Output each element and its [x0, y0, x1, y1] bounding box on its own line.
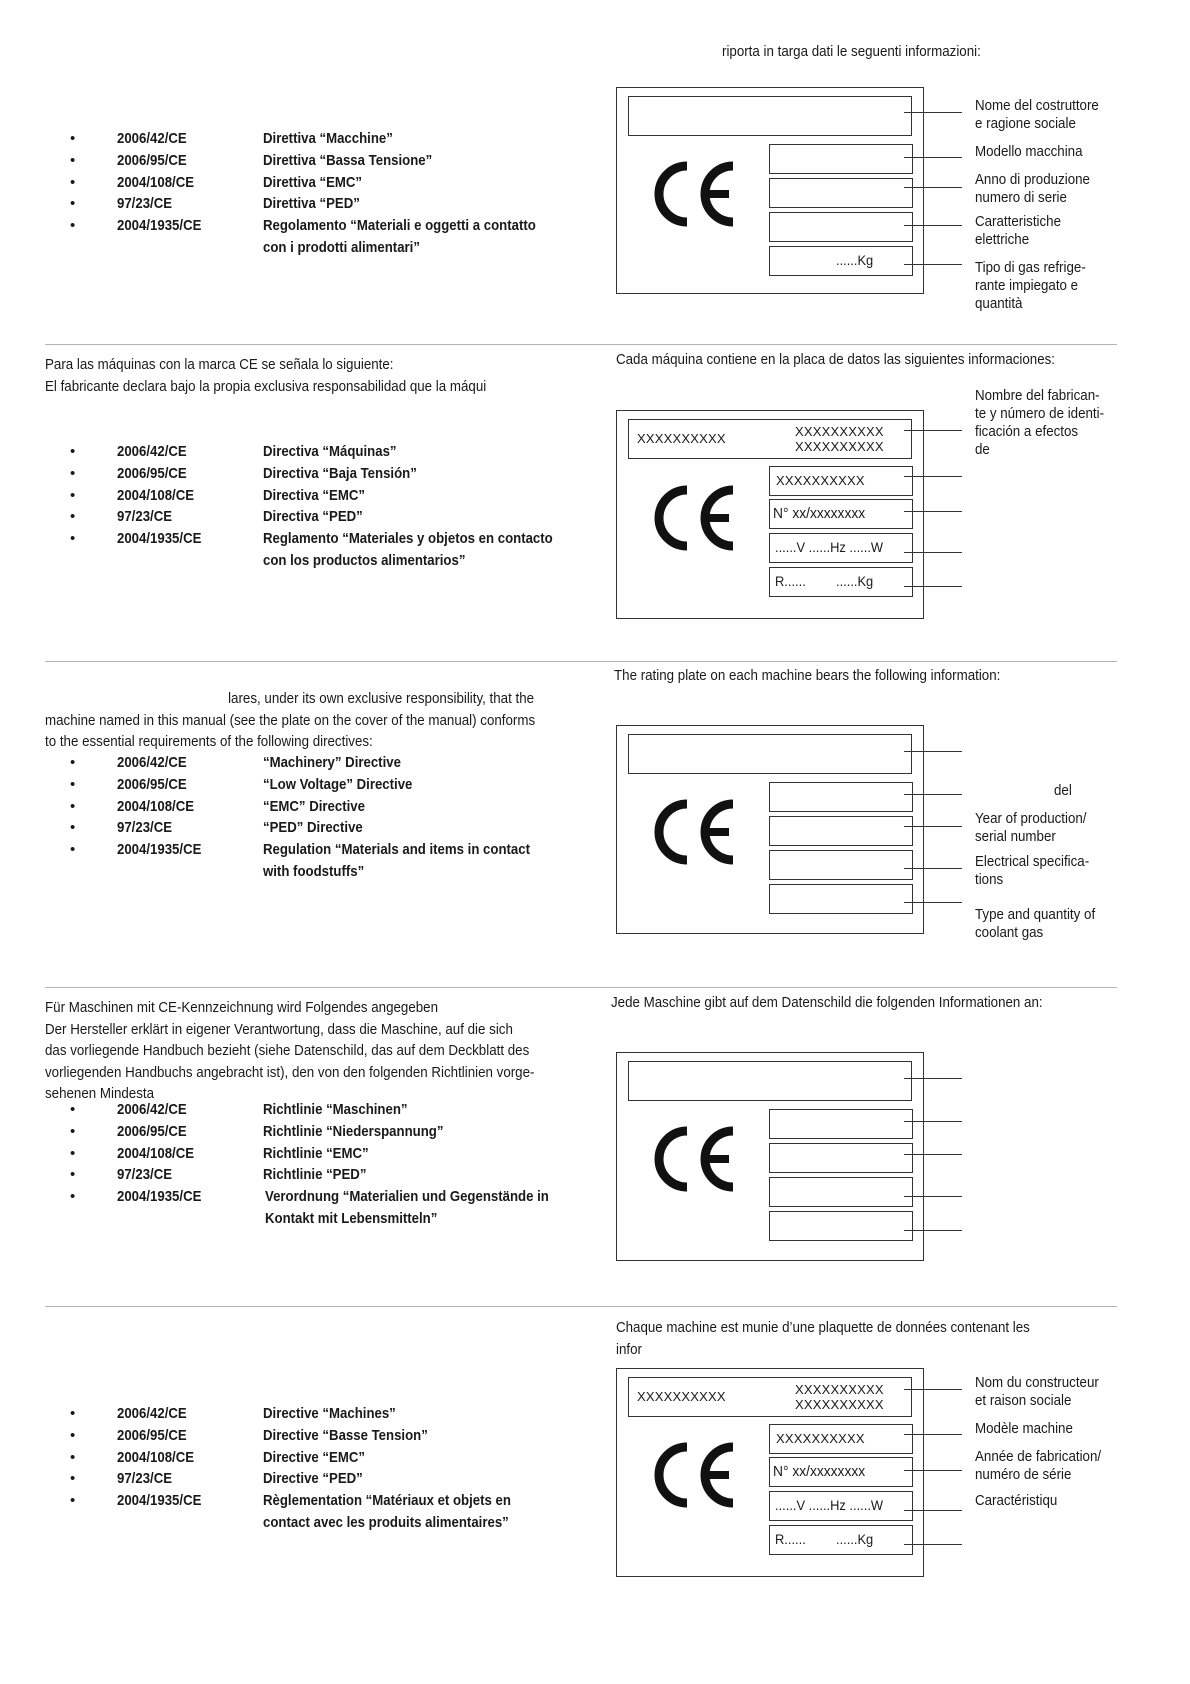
leader-line — [904, 1434, 962, 1435]
leader-line — [904, 1470, 962, 1471]
bullet: • — [70, 1405, 76, 1422]
rating-plate-es — [616, 410, 924, 619]
directive-code: 97/23/CE — [117, 819, 173, 837]
list-item — [45, 1427, 605, 1449]
directive-name: “Machinery” Directive — [263, 754, 401, 771]
bullet: • — [70, 151, 76, 169]
leader-line — [904, 476, 962, 477]
bullet: • — [70, 841, 76, 859]
directive-name: Direttiva “Macchine” — [263, 130, 393, 147]
list-item — [45, 1123, 605, 1145]
leader-line — [904, 225, 962, 226]
list-item — [45, 530, 605, 574]
bullet: • — [70, 1122, 76, 1140]
bullet: • — [70, 195, 76, 213]
plate-heading-line: infor — [616, 1341, 642, 1358]
manufacturer-value: XXXXXXXXXX — [637, 1389, 726, 1404]
plate-field-electrical — [769, 1177, 913, 1207]
gas-kg-value: ......Kg — [836, 252, 874, 268]
leader-line — [904, 1196, 962, 1197]
list-item — [45, 819, 605, 841]
plate-field-gas — [769, 884, 913, 914]
serial-value: N° xx/xxxxxxxx — [773, 505, 866, 522]
plate-heading-es: Cada máquina contiene en la placa de datos las siguientes informaciones: — [616, 352, 1056, 368]
bullet: • — [70, 754, 76, 771]
leader-line — [904, 430, 962, 431]
directive-code: 2006/42/CE — [117, 754, 187, 771]
model-value: XXXXXXXXXX — [776, 1431, 865, 1446]
directive-name: Verordnung “Materialien und Gegenstände in — [265, 1188, 549, 1206]
bullet: • — [70, 486, 76, 504]
plate-heading-line: Chaque machine est munie d’une plaquette de données contenant les — [616, 1320, 1030, 1336]
leader-line — [904, 552, 962, 553]
directive-code: 2004/1935/CE — [117, 530, 202, 548]
electrical-value: ......V ......Hz ......W — [775, 539, 884, 555]
ce-mark-icon — [647, 1441, 739, 1509]
list-item — [45, 174, 605, 196]
plate-field-electrical — [769, 850, 913, 880]
plate-field-model — [769, 782, 913, 812]
model-value: XXXXXXXXXX — [776, 473, 865, 488]
leader-line — [904, 1154, 962, 1155]
directive-name: Directiva “EMC” — [263, 486, 365, 504]
directive-name: Reglamento “Materiales y objetos en contacto — [263, 530, 553, 548]
intro-line: Der Hersteller erklärt in eigener Verantwortung, dass die Maschine, auf die sich — [45, 1021, 513, 1038]
leader-line — [904, 187, 962, 188]
directive-code: 97/23/CE — [117, 1166, 173, 1184]
directive-code: 2004/108/CE — [117, 1448, 195, 1466]
directive-code: 2004/108/CE — [117, 173, 195, 191]
label-model: del — [1054, 783, 1072, 799]
directive-name-cont: con los productos alimentarios” — [263, 551, 466, 569]
bullet: • — [70, 1144, 76, 1162]
intro-line: das vorliegende Handbuch bezieht (siehe Datenschild, das auf dem Deckblatt des — [45, 1043, 530, 1059]
bullet: • — [70, 1470, 76, 1488]
electrical-value: ......V ......Hz ......W — [775, 1497, 884, 1513]
directive-code: 2004/1935/CE — [117, 217, 202, 235]
list-item — [45, 152, 605, 174]
plate-field-serial — [769, 1143, 913, 1173]
directive-name-cont: con i prodotti alimentari” — [263, 238, 420, 256]
directive-code: 2006/42/CE — [117, 1405, 187, 1422]
directive-code: 2006/95/CE — [117, 464, 187, 482]
ce-mark-icon — [647, 798, 739, 866]
plate-field-model — [769, 1424, 913, 1454]
plate-field-gas — [769, 567, 913, 597]
bullet: • — [70, 1101, 76, 1118]
intro-line: Para las máquinas con la marca CE se señala lo siguiente: — [45, 357, 394, 373]
directive-code: 2006/95/CE — [117, 1426, 187, 1444]
rating-plate-en — [616, 725, 924, 934]
bullet: • — [70, 1492, 76, 1510]
leader-line — [904, 1078, 962, 1079]
plate-field-manufacturer — [628, 96, 912, 136]
directive-code: 2006/95/CE — [117, 775, 187, 793]
list-item — [45, 1188, 605, 1232]
directive-name-cont: contact avec les produits alimentaires” — [263, 1513, 509, 1531]
directive-name: Direttiva “Bassa Tensione” — [263, 151, 433, 169]
section-divider — [45, 661, 1117, 662]
bullet: • — [70, 217, 76, 235]
label-serial: Year of production/ serial number — [975, 811, 1087, 845]
leader-line — [904, 1230, 962, 1231]
directive-code: 97/23/CE — [117, 508, 173, 526]
leader-line — [904, 586, 962, 587]
label-model: Modello macchina — [975, 144, 1083, 160]
intro-line: Für Maschinen mit CE-Kennzeichnung wird Folgendes angegeben — [45, 1000, 439, 1016]
intro-line: to the essential requirements of the following directives: — [45, 734, 373, 750]
plate-field-gas — [769, 1211, 913, 1241]
list-item — [45, 1405, 605, 1427]
label-serial: Anno di produzione numero di serie — [975, 172, 1090, 206]
directive-code: 2004/1935/CE — [117, 1188, 202, 1206]
rating-plate-it — [616, 87, 924, 294]
ce-mark-icon — [647, 484, 739, 552]
directive-name: Richtlinie “EMC” — [263, 1144, 369, 1162]
label-gas: Tipo di gas refrige- rante impiegato e quantità — [975, 260, 1086, 312]
ce-mark-icon — [647, 1125, 739, 1193]
label-gas: Type and quantity of coolant gas — [975, 907, 1096, 941]
directive-name: Directiva “Máquinas” — [263, 443, 397, 460]
leader-line — [904, 751, 962, 752]
directive-code: 2006/42/CE — [117, 443, 187, 460]
bullet: • — [70, 530, 76, 548]
gas-type-value: R...... — [775, 1531, 806, 1547]
leader-line — [904, 794, 962, 795]
directive-name: Directiva “Baja Tensión” — [263, 464, 417, 482]
ce-mark-icon — [647, 160, 739, 228]
serial-value: N° xx/xxxxxxxx — [773, 1463, 866, 1480]
list-item — [45, 1449, 605, 1471]
gas-type-value: R...... — [775, 573, 806, 589]
gas-kg-value: ......Kg — [836, 573, 874, 589]
plate-field-serial — [769, 499, 913, 529]
directive-list-de — [45, 1101, 605, 1232]
manufacturer-value: XXXXXXXXXX — [795, 1382, 884, 1397]
bullet: • — [70, 819, 76, 837]
leader-line — [904, 112, 962, 113]
plate-field-serial — [769, 816, 913, 846]
rating-plate-de — [616, 1052, 924, 1261]
list-item — [45, 195, 605, 217]
rating-plate-fr — [616, 1368, 924, 1577]
section-divider — [45, 987, 1117, 988]
plate-heading-fr — [616, 1318, 1066, 1361]
bullet: • — [70, 797, 76, 815]
list-item — [45, 776, 605, 798]
plate-field-model — [769, 144, 913, 174]
label-electrical: Electrical specifica- tions — [975, 854, 1090, 888]
intro-en — [45, 689, 595, 754]
label-electrical: Caratteristiche elettriche — [975, 214, 1062, 248]
plate-field-serial — [769, 178, 913, 208]
leader-line — [904, 826, 962, 827]
directive-code: 2006/42/CE — [117, 130, 187, 147]
directive-name: Règlementation “Matériaux et objets en — [263, 1492, 511, 1510]
list-item — [45, 217, 605, 261]
directive-name: Direttiva “PED” — [263, 195, 360, 213]
directive-code: 2006/42/CE — [117, 1101, 187, 1118]
list-item — [45, 1470, 605, 1492]
plate-field-manufacturer — [628, 734, 912, 774]
plate-heading-de: Jede Maschine gibt auf dem Datenschild die folgenden Informationen an: — [611, 995, 1043, 1011]
label-electrical: Caractéristiqu — [975, 1493, 1058, 1509]
directive-code: 2004/108/CE — [117, 1144, 195, 1162]
leader-line — [904, 1510, 962, 1511]
directive-name: Directive “EMC” — [263, 1448, 365, 1466]
label-manufacturer: Nome del costruttore e ragione sociale — [975, 98, 1099, 132]
bullet: • — [70, 775, 76, 793]
plate-field-manufacturer — [628, 419, 912, 459]
directive-code: 97/23/CE — [117, 195, 173, 213]
directive-name: “EMC” Directive — [263, 797, 365, 815]
plate-heading-en: The rating plate on each machine bears the following information: — [614, 668, 1001, 684]
list-item — [45, 443, 605, 465]
label-manufacturer: Nom du constructeur et raison sociale — [975, 1375, 1099, 1409]
list-item — [45, 1101, 605, 1123]
bullet: • — [70, 464, 76, 482]
directive-name: Directive “Basse Tension” — [263, 1426, 428, 1444]
directive-name: Richtlinie “Niederspannung” — [263, 1122, 444, 1140]
plate-field-electrical — [769, 212, 913, 242]
bullet: • — [70, 1448, 76, 1466]
plate-field-electrical — [769, 533, 913, 563]
leader-line — [904, 902, 962, 903]
intro-es — [45, 355, 595, 398]
plate-heading-it: riporta in targa dati le seguenti informazioni: — [722, 44, 981, 60]
list-item — [45, 754, 605, 776]
bullet: • — [70, 1166, 76, 1184]
directive-code: 2004/1935/CE — [117, 1492, 202, 1510]
directive-name: Richtlinie “Maschinen” — [263, 1101, 408, 1118]
directive-name-cont: with foodstuffs” — [263, 862, 365, 880]
plate-field-model — [769, 1109, 913, 1139]
plate-field-manufacturer — [628, 1061, 912, 1101]
intro-line: El fabricante declara bajo la propia exclusiva responsabilidad que la máqui — [45, 378, 487, 395]
list-item — [45, 508, 605, 530]
leader-line — [904, 868, 962, 869]
list-item — [45, 1166, 605, 1188]
directive-list-fr — [45, 1405, 605, 1536]
directive-list-it — [45, 130, 605, 261]
leader-line — [904, 1389, 962, 1390]
plate-field-gas — [769, 246, 913, 276]
bullet: • — [70, 1188, 76, 1206]
list-item — [45, 798, 605, 820]
plate-field-serial — [769, 1457, 913, 1487]
list-item — [45, 1492, 605, 1536]
leader-line — [904, 1121, 962, 1122]
directive-code: 2006/95/CE — [117, 1122, 187, 1140]
directive-name: Directiva “PED” — [263, 508, 363, 526]
directive-code: 2006/95/CE — [117, 151, 187, 169]
directive-list-es — [45, 443, 605, 574]
directive-name: Direttiva “EMC” — [263, 173, 363, 191]
bullet: • — [70, 130, 76, 147]
section-divider — [45, 1306, 1117, 1307]
plate-field-model — [769, 466, 913, 496]
directive-name: Directive “PED” — [263, 1470, 363, 1488]
intro-line: sehenen Mindesta — [45, 1086, 155, 1102]
list-item — [45, 487, 605, 509]
intro-line: vorliegenden Handbuchs angebracht ist), den von den folgenden Richtlinien vorge- — [45, 1064, 535, 1081]
label-model: Modèle machine — [975, 1421, 1073, 1437]
plate-field-electrical — [769, 1491, 913, 1521]
leader-line — [904, 157, 962, 158]
list-item — [45, 841, 605, 885]
directive-list-en — [45, 754, 605, 885]
gas-kg-value: ......Kg — [836, 1531, 874, 1547]
leader-line — [904, 264, 962, 265]
bullet: • — [70, 173, 76, 191]
manufacturer-value: XXXXXXXXXX — [637, 431, 726, 446]
manufacturer-value: XXXXXXXXXX — [795, 439, 884, 454]
directive-code: 2004/108/CE — [117, 486, 195, 504]
directive-name: Richtlinie “PED” — [263, 1166, 367, 1184]
intro-de — [45, 998, 595, 1106]
leader-line — [904, 511, 962, 512]
intro-line: machine named in this manual (see the plate on the cover of the manual) conforms — [45, 712, 536, 729]
plate-field-manufacturer — [628, 1377, 912, 1417]
directive-name: Regolamento “Materiali e oggetti a contatto — [263, 217, 536, 235]
directive-name: Directive “Machines” — [263, 1405, 396, 1422]
manufacturer-value: XXXXXXXXXX — [795, 1397, 884, 1412]
bullet: • — [70, 1426, 76, 1444]
list-item — [45, 1145, 605, 1167]
section-divider — [45, 344, 1117, 345]
list-item — [45, 130, 605, 152]
directive-code: 2004/108/CE — [117, 797, 195, 815]
label-serial: Année de fabrication/ numéro de série — [975, 1449, 1102, 1483]
leader-line — [904, 1544, 962, 1545]
directive-name-cont: Kontakt mit Lebensmitteln” — [265, 1209, 438, 1227]
list-item — [45, 465, 605, 487]
bullet: • — [70, 508, 76, 526]
manufacturer-value: XXXXXXXXXX — [795, 424, 884, 439]
directive-code: 2004/1935/CE — [117, 841, 202, 859]
directive-name: “PED” Directive — [263, 819, 363, 837]
directive-name: Regulation “Materials and items in contact — [263, 841, 530, 859]
bullet: • — [70, 443, 76, 460]
directive-name: “Low Voltage” Directive — [263, 775, 413, 793]
directive-code: 97/23/CE — [117, 1470, 173, 1488]
plate-field-gas — [769, 1525, 913, 1555]
intro-line: lares, under its own exclusive responsibility, that the — [228, 691, 535, 707]
label-manufacturer: Nombre del fabrican- te y número de identi- ficación a efectos de — [975, 388, 1105, 458]
